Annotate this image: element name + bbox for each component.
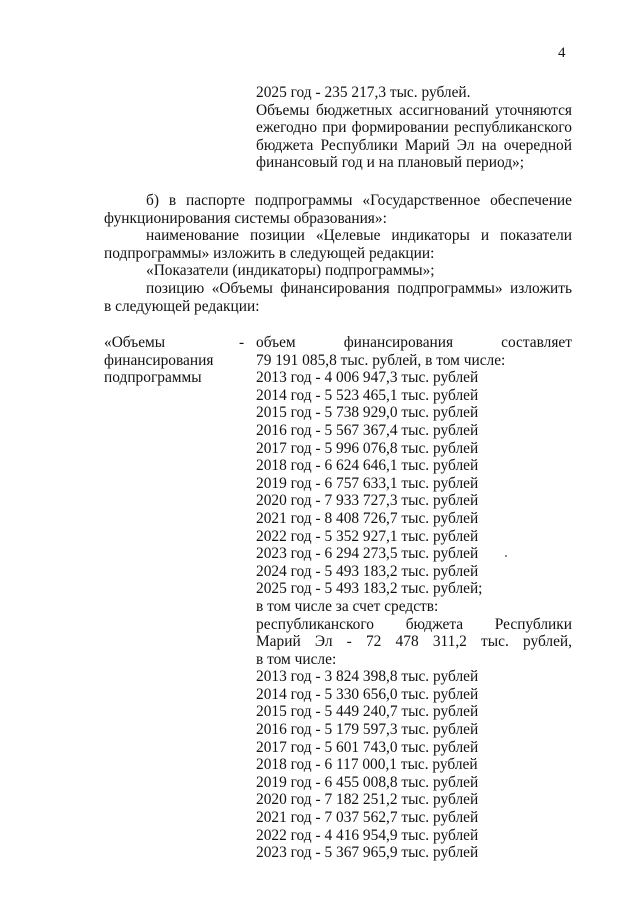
- text-line: объем финансирования составляет: [256, 334, 572, 351]
- year-line: 2019 год - 6 455 008,8 тыс. рублей: [256, 773, 479, 791]
- text-line: позицию «Объемы финансирования подпрограммы» изложить: [146, 279, 572, 297]
- text-line: республиканского бюджета Республики: [256, 615, 572, 633]
- table-right-column: [256, 334, 572, 862]
- year-line: 2013 год - 3 824 398,8 тыс. рублей: [256, 668, 479, 686]
- year-line: 2016 год - 5 567 367,4 тыс. рублей: [256, 421, 479, 439]
- year-line: 2021 год - 8 408 726,7 тыс. рублей: [256, 509, 479, 527]
- year-line: 2017 год - 5 996 076,8 тыс. рублей: [256, 439, 479, 457]
- top-block: [256, 84, 572, 172]
- year-line: 2023 год - 6 294 273,5 тыс. рублей: [256, 545, 479, 563]
- year-line: 2023 год - 5 367 965,9 тыс. рублей: [256, 844, 479, 862]
- year-line: 2021 год - 7 037 562,7 тыс. рублей: [256, 809, 479, 827]
- label-line: «Объемы: [104, 334, 166, 351]
- label-line: подпрограммы: [104, 369, 202, 387]
- label-line: финансирования: [104, 351, 214, 369]
- year-line: 2018 год - 6 117 000,1 тыс. рублей: [256, 756, 478, 774]
- table-left-label: [104, 334, 244, 387]
- text-line: 79 191 085,8 тыс. рублей, в том числе:: [256, 351, 506, 369]
- year-line: 2022 год - 5 352 927,1 тыс. рублей: [256, 527, 479, 545]
- text-line: в том числе:: [256, 650, 337, 668]
- text-line: Объемы бюджетных ассигнований уточняются: [256, 101, 572, 119]
- year-line: 2017 год - 5 601 743,0 тыс. рублей: [256, 738, 479, 756]
- year-line: 2019 год - 6 757 633,1 тыс. рублей: [256, 474, 479, 492]
- text-line: подпрограммы» изложить в следующей редакции:: [104, 244, 435, 262]
- year-line: 2020 год - 7 933 727,3 тыс. рублей: [256, 492, 479, 510]
- text-line: в том числе за счет средств:: [256, 597, 439, 615]
- text-line: бюджета Республики Марий Эл на очередной: [256, 136, 572, 154]
- text-line: финансовый год и на плановый период»;: [256, 154, 525, 172]
- year-line: 2013 год - 4 006 947,3 тыс. рублей: [256, 369, 479, 387]
- table-dash: -: [239, 334, 245, 351]
- text-line: «Показатели (индикаторы) подпрограммы»;: [146, 262, 435, 280]
- text-line: наименование позиции «Целевые индикаторы и показатели: [146, 227, 572, 245]
- year-line: 2016 год - 5 179 597,3 тыс. рублей: [256, 721, 479, 739]
- text-line: 2025 год - 235 217,3 тыс. рублей.: [256, 84, 471, 101]
- scan-speck: [505, 555, 507, 557]
- text-line: в следующей редакции:: [104, 297, 260, 315]
- text-line: функционирования системы образования»:: [104, 209, 387, 227]
- section-b: [104, 192, 572, 315]
- text-line: б) в паспорте подпрограммы «Государственное обеспечение: [146, 192, 572, 209]
- year-line: 2018 год - 6 624 646,1 тыс. рублей: [256, 457, 479, 475]
- year-line: 2015 год - 5 449 240,7 тыс. рублей: [256, 703, 479, 721]
- year-line: 2025 год - 5 493 183,2 тыс. рублей;: [256, 580, 483, 598]
- year-line: 2015 год - 5 738 929,0 тыс. рублей: [256, 404, 479, 422]
- text-line: Марий Эл - 72 478 311,2 тыс. рублей,: [256, 633, 572, 651]
- page-number: 4: [558, 45, 566, 61]
- year-line: 2020 год - 7 182 251,2 тыс. рублей: [256, 791, 479, 809]
- text-line: ежегодно при формировании республиканского: [256, 119, 572, 137]
- year-line: 2014 год - 5 523 465,1 тыс. рублей: [256, 386, 479, 404]
- year-line: 2022 год - 4 416 954,9 тыс. рублей: [256, 826, 479, 844]
- year-line: 2014 год - 5 330 656,0 тыс. рублей: [256, 685, 479, 703]
- year-line: 2024 год - 5 493 183,2 тыс. рублей: [256, 562, 479, 580]
